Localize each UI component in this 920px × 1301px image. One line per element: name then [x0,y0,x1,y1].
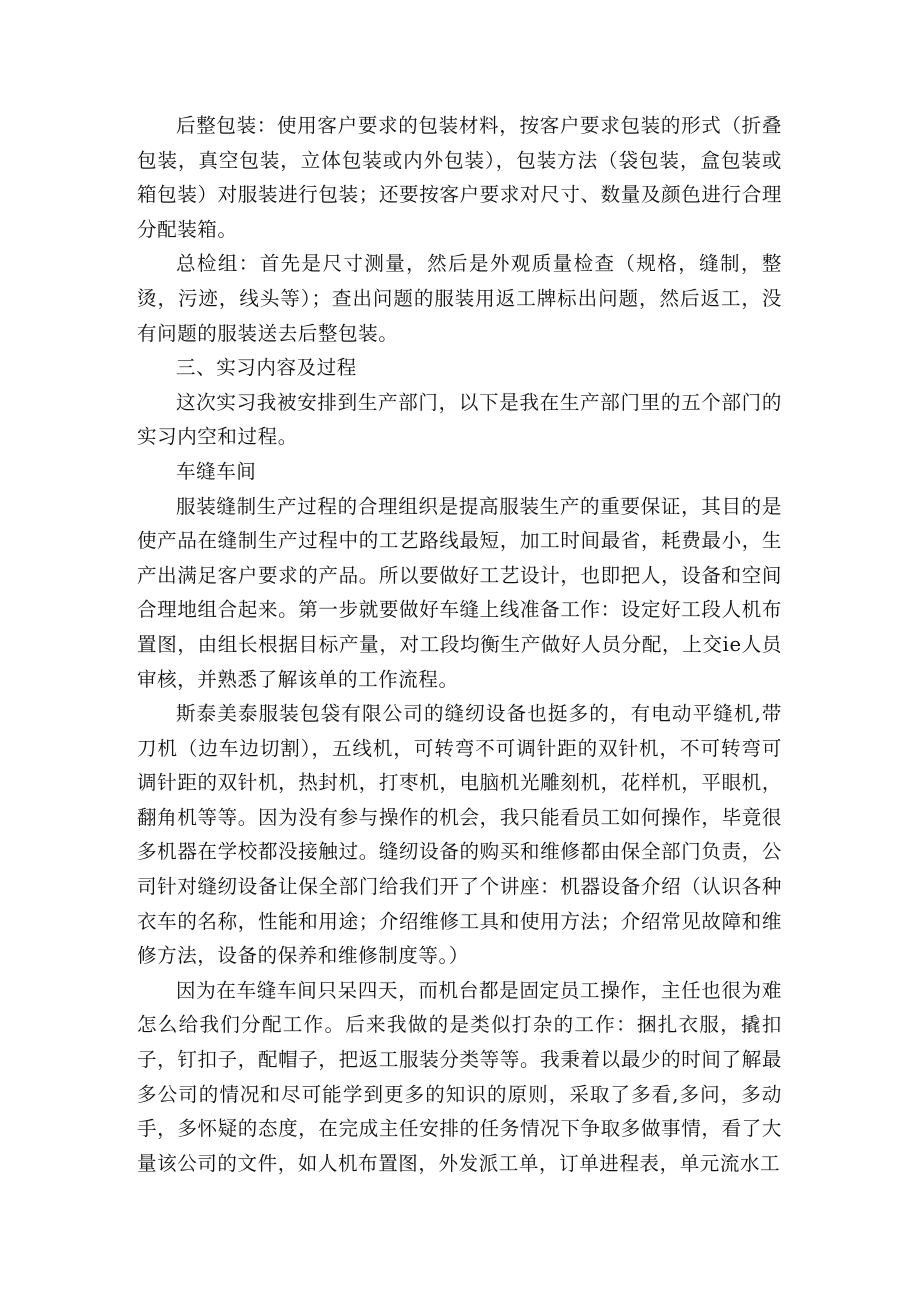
paragraph-sewing-work: 因为在车缝车间只呆四天，而机台都是固定员工操作，主任也很为难怎么给我们分配工作。后来我做的是类似打杂的工作：捆扎衣服，撬扣子，钉扣子，配帽子，把返工服装分类等等。我秉着以最少的时间了解最多公司的情况和尽可能学到更多的知识的原则，采取了多看,多问，多动手，多怀疑的态度，在完成主任安排的任务情况下争取多做事情，看了大量该公司的文件，如人机布置图，外发派工单，订单进程表，单元流水工 [137,978,782,1175]
paragraph-internship-intro: 这次实习我被安排到生产部门，以下是我在生产部门里的五个部门的实习内空和过程。 [137,390,782,449]
document-body [137,109,782,1181]
paragraph-packaging: 后整包装：使用客户要求的包装材料，按客户要求包装的形式（折叠包装，真空包装，立体包装或内外包装），包装方法（袋包装，盒包装或箱包装）对服装进行包装；还要按客户要求对尺寸、数量及颜色进行合理分配装箱。 [137,114,782,241]
paragraph-final-inspection: 总检组：首先是尺寸测量，然后是外观质量检查（规格，缝制，整烫，污迹，线头等）；查出问题的服装用返工牌标出问题，然后返工，没有问题的服装送去后整包装。 [137,252,782,345]
paragraph-sewing-organization: 服装缝制生产过程的合理组织是提高服装生产的重要保证，其目的是使产品在缝制生产过程中的工艺路线最短，加工时间最省，耗费最小，生产出满足客户要求的产品。所以要做好工艺设计，也即把人，设备和空间合理地组合起来。第一步就要做好车缝上线准备工作：设定好工段人机布置图，由组长根据目标产量，对工段均衡生产做好人员分配，上交ie人员审核，并熟悉了解该单的工作流程。 [137,494,782,691]
paragraph-sewing-equipment: 斯泰美泰服装包袋有限公司的缝纫设备也挺多的，有电动平缝机,带刀机（边车边切割），五线机，可转弯不可调针距的双针机，不可转弯可调针距的双针机，热封机，打枣机，电脑机光雕刻机，花样机，平眼机，翻角机等等。因为没有参与操作的机会，我只能看员工如何操作，毕竟很多机器在学校都没接触过。缝纫设备的购买和维修都由保全部门负责，公司针对缝纫设备让保全部门给我们开了个讲座：机器设备介绍（认识各种衣车的名称，性能和用途；介绍维修工具和使用方法；介绍常见故障和维修方法，设备的保养和维修制度等。） [137,702,782,968]
section-heading-internship-content: 三、实习内容及过程 [176,356,357,380]
subheading-sewing-workshop: 车缝车间 [176,459,257,483]
